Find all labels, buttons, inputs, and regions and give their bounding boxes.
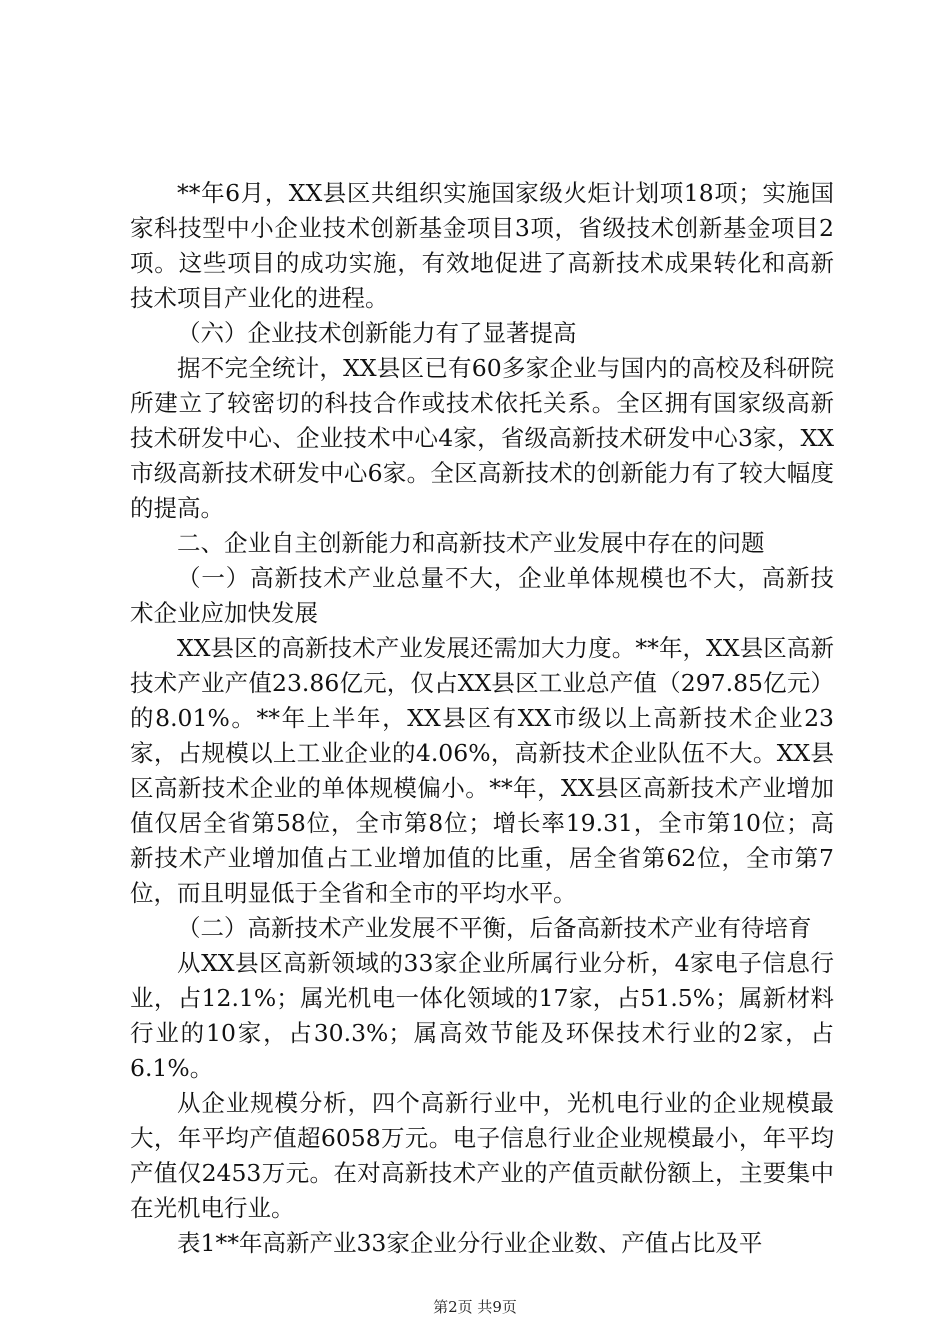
heading-subsection-one: （一）高新技术产业总量不大，企业单体规模也不大，高新技术企业应加快发展 (130, 564, 834, 627)
paragraph-table-caption: 表1**年高新产业33家企业分行业企业数、产值占比及平 (177, 1229, 763, 1257)
paragraph-enterprise-size: 从企业规模分析，四个高新行业中，光机电行业的企业规模最大，年平均产值超6058万元。电子信息行业企业规模最小，年平均产值仅2453万元。在对高新技术产业的产值贡献份额上，主要集中在光机电行业。 (130, 1089, 834, 1222)
heading-subsection-two: （二）高新技术产业发展不平衡，后备高新技术产业有待培育 (177, 914, 812, 942)
paragraph-research-cooperation: 据不完全统计，XX县区已有60多家企业与国内的高校及科研院所建立了较密切的科技合作或技术依托关系。全区拥有国家级高新技术研发中心、企业技术中心4家，省级高新技术研发中心3家，XX市级高新技术研发中心6家。全区高新技术的创新能力有了较大幅度的提高。 (130, 354, 834, 522)
page-number-footer: 第2页 共9页 (433, 1298, 517, 1316)
paragraph-torch-projects: **年6月，XX县区共组织实施国家级火炬计划项18项；实施国家科技型中小企业技术创新基金项目3项，省级技术创新基金项目2项。这些项目的成功实施，有效地促进了高新技术成果转化和高新技术项目产业化的进程。 (130, 179, 834, 312)
heading-section-two: 二、企业自主创新能力和高新技术产业发展中存在的问题 (177, 529, 765, 557)
paragraph-industry-sectors: 从XX县区高新领域的33家企业所属行业分析，4家电子信息行业，占12.1%；属光机电一体化领域的17家，占51.5%；属新材料行业的10家，占30.3%；属高效节能及环保技术行业的2家，占6.1%。 (130, 949, 834, 1082)
paragraph-industry-scale: XX县区的高新技术产业发展还需加大力度。**年，XX县区高新技术产业产值23.86亿元，仅占XX县区工业总产值（297.85亿元）的8.01%。**年上半年，XX县区有XX市级以上高新技术企业23家，占规模以上工业企业的4.06%，高新技术企业队伍不大。XX县区高新技术企业的单体规模偏小。**年，XX县区高新技术产业增加值仅居全省第58位，全市第8位；增长率19.31，全市第10位；高新技术产业增加值占工业增加值的比重，居全省第62位，全市第7位，而且明显低于全省和全市的平均水平。 (130, 634, 834, 907)
heading-innovation-ability: （六）企业技术创新能力有了显著提高 (177, 319, 577, 347)
document-body (130, 176, 834, 1261)
